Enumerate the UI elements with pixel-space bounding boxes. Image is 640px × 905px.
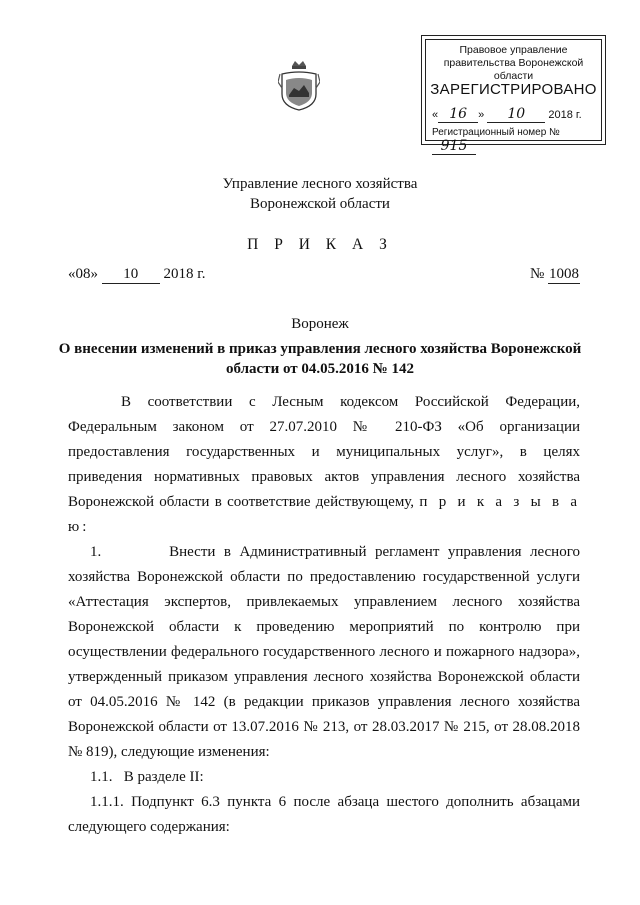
title-line-2: области от 04.05.2016 № 142 [226,361,414,377]
paragraph-1-1: 1.1. В разделе II: [90,769,204,785]
organization-line-2: Воронежской области [250,196,390,212]
document-type: П Р И К А З [247,236,393,253]
order-word: п р и к а з ы в а ю: [68,494,581,535]
paragraph-preamble [68,390,580,540]
paragraph-1: 1. Внести в Административный регламент управления лесного хозяйства Воронежской области по предоставлению государственной услуги «Аттестация экспертов, привлекаемых управлением лесного хозяйства Воронежской области к проведению мероприятий по контролю при осуществлении федерального государственного лесного и пожарного надзора», утвержденный приказом управления лесного хозяйства Воронежской области от 04.05.2016 № 142 (в редакции приказов управления лесного хозяйства Воронежской области от 13.07.2016 № 213, от 28.03.2017 № 215, от 28.08.2018 № 819), следующие изменения: [68,544,584,760]
stamp-reg-number: 915 [432,138,476,155]
stamp-date-month: 10 [487,106,545,123]
organization-name [0,174,640,214]
stamp-reg-number-label: Регистрационный номер № [432,127,560,138]
stamp-registered: ЗАРЕГИСТРИРОВАНО [430,81,597,98]
title-line-1: О внесении изменений в приказ управления лесного хозяйства Воронежской [58,341,582,357]
city: Воронеж [291,316,349,332]
order-date-day: «08» [68,266,98,282]
organization-line-1: Управление лесного хозяйства [222,176,418,192]
stamp-organization: Правовое управление правительства Воронежской области [443,44,584,82]
document-body [68,390,584,840]
stamp-date-day: 16 [438,106,478,123]
stamp-date-year: 2018 г. [548,109,582,121]
registration-stamp [421,35,606,154]
coat-of-arms-icon [278,60,320,112]
order-number-value: 1008 [549,266,579,282]
order-number-label: № [529,266,545,282]
order-number [530,266,580,284]
stamp-inner-frame [425,39,602,154]
order-date [68,266,205,284]
order-date-month: 10 [102,266,160,284]
order-date-year: 2018 г. [163,266,206,282]
paragraph-1-1-1: 1.1.1. Подпункт 6.3 пункта 6 после абзаца шестого дополнить абзацами следующего содержания: [68,794,580,835]
preamble-text: В соответствии с Лесным кодексом Российской Федерации, Федеральным законом от 27.07.2010 № 210-ФЗ «Об организации предоставления государственных и муниципальных услуг», в целях приведения нормативных правовых актов управления лесного хозяйства Воронежской области в соответствие действующему, [68,394,580,510]
stamp-date: « 16 » 10 2018 г. [432,106,582,122]
stamp-reg-number-row [432,127,601,155]
document-title [0,339,640,379]
